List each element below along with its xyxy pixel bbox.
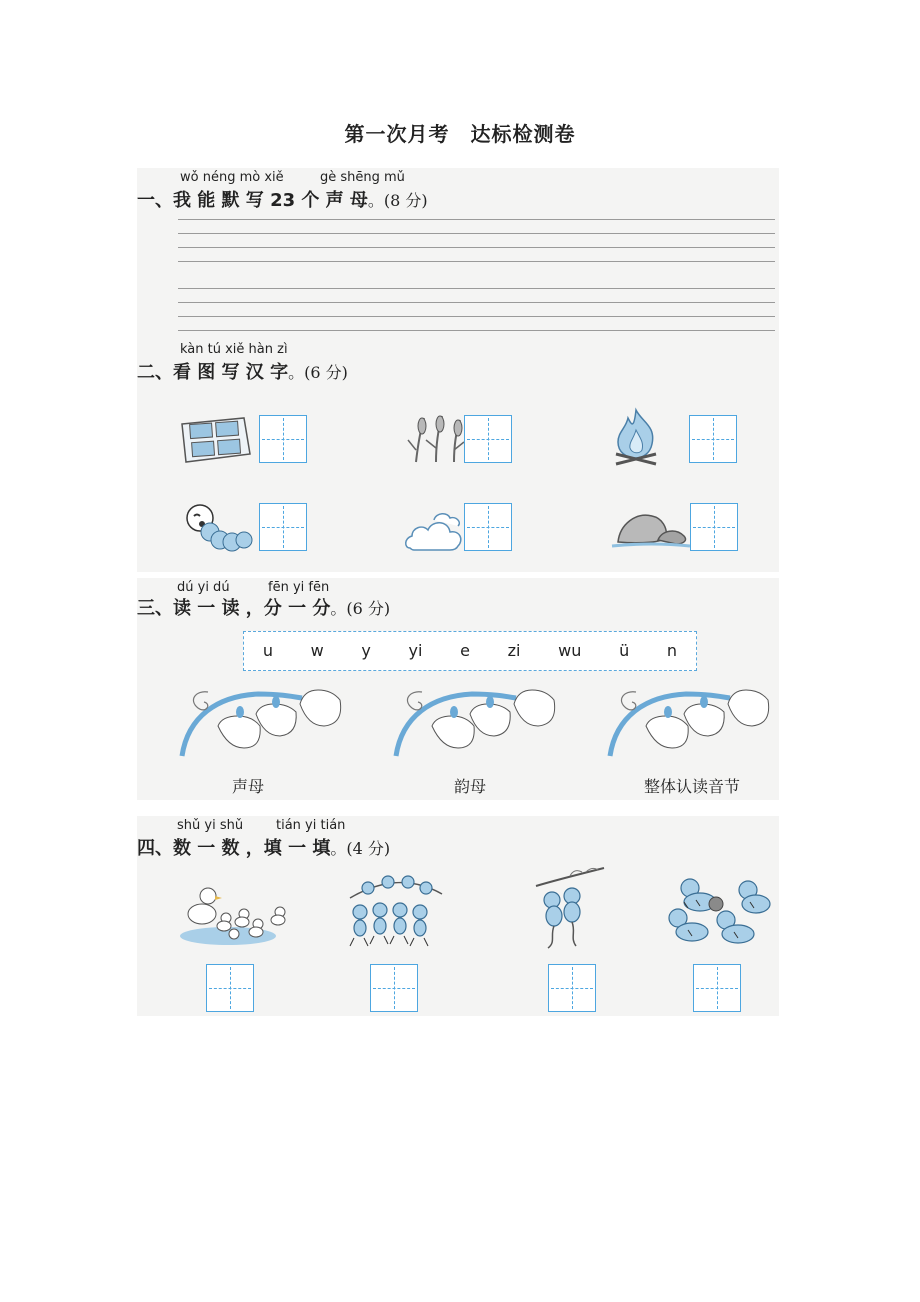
- caterpillar-icon: [184, 502, 254, 554]
- monkey-icon: [526, 866, 608, 950]
- flower-branch-icon: [606, 686, 778, 766]
- letter: n: [666, 641, 678, 660]
- q1-text: 一、我 能 默 写 23 个 声 母: [137, 190, 368, 211]
- q2-points: 。(6 分): [288, 363, 348, 382]
- q4-answer-box-2[interactable]: [370, 964, 418, 1012]
- q1-pinyin-1: wǒ néng mò xiě: [180, 170, 284, 185]
- page-title: 第一次月考 达标检测卷: [344, 122, 576, 146]
- q4-heading: [137, 834, 390, 860]
- q1-heading: [137, 186, 428, 212]
- q2-answer-box-3[interactable]: [689, 415, 737, 463]
- q3-pinyin-1: dú yi dú: [177, 580, 230, 595]
- letter: zi: [507, 641, 521, 660]
- letter: u: [262, 641, 273, 660]
- letter: w: [310, 641, 324, 660]
- letter-box: [243, 631, 697, 671]
- q2-text: 二、看 图 写 汉 字: [137, 362, 289, 383]
- cloud-icon: [404, 510, 466, 554]
- q3-text: 三、读 一 读 ，分 一 分: [137, 598, 331, 619]
- flower-label-3: 整体认读音节: [643, 777, 740, 796]
- q2-answer-box-2[interactable]: [464, 415, 512, 463]
- q4-answer-box-4[interactable]: [693, 964, 741, 1012]
- letter: y: [361, 641, 371, 660]
- fire-icon: [612, 408, 660, 466]
- flower-label-2: 韵母: [453, 777, 486, 796]
- q2-answer-box-1[interactable]: [259, 415, 307, 463]
- book-icon: [178, 414, 250, 464]
- q4-text: 四、数 一 数 ，填 一 填: [137, 838, 331, 859]
- q2-answer-box-4[interactable]: [259, 503, 307, 551]
- q2-heading: [137, 358, 348, 384]
- q3-points: 。(6 分): [330, 599, 391, 618]
- tiger-icon: [660, 874, 776, 950]
- q2-answer-box-5[interactable]: [464, 503, 512, 551]
- q1-pinyin-2: gè shēng mǔ: [320, 170, 405, 185]
- q4-answer-box-3[interactable]: [548, 964, 596, 1012]
- q3-pinyin-2: fēn yi fēn: [268, 580, 330, 595]
- stone-icon: [612, 508, 690, 550]
- q4-answer-box-1[interactable]: [206, 964, 254, 1012]
- flower-branch-icon: [392, 686, 564, 766]
- q4-pinyin-1: shǔ yi shǔ: [177, 818, 244, 833]
- flower-branch-icon: [178, 686, 350, 766]
- q4-points: 。(4 分): [330, 839, 391, 858]
- q3-heading: [137, 594, 390, 620]
- ant-icon: [344, 868, 448, 948]
- q1-points: 。(8 分): [367, 191, 428, 210]
- letter: e: [460, 641, 470, 660]
- q2-answer-box-6[interactable]: [690, 503, 738, 551]
- letter: wu: [558, 641, 582, 660]
- flower-label-1: 声母: [231, 777, 264, 796]
- letter: ü: [619, 641, 630, 660]
- duck-icon: [178, 878, 306, 946]
- letter: yi: [408, 641, 423, 660]
- q4-pinyin-2: tián yi tián: [276, 818, 346, 833]
- q2-pinyin: kàn tú xiě hàn zì: [180, 342, 288, 357]
- rice-plant-icon: [406, 414, 464, 464]
